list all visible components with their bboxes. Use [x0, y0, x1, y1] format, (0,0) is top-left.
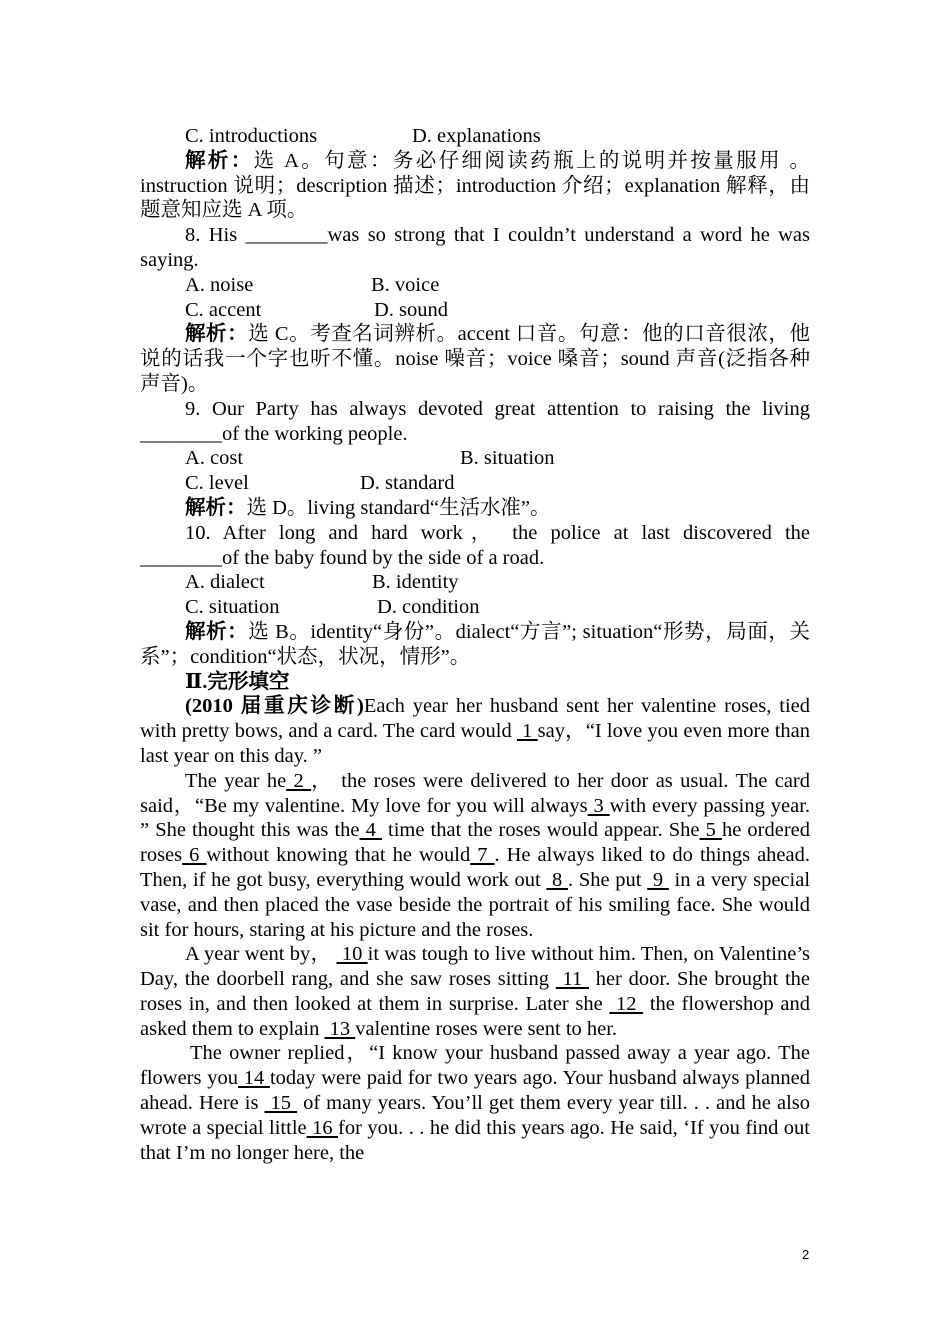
- q8-option-c: C. accent: [185, 298, 262, 321]
- q8-option-d: D. sound: [374, 298, 449, 321]
- blank-12: 12: [609, 992, 644, 1015]
- q10-options-cd: [140, 595, 810, 620]
- cloze-text: for you. . . he did this years ago. He said, ‘If you find out that I’m no longer here, the: [140, 1116, 810, 1164]
- cloze-text: of many years. You’ll get them every year till. . . and he also wrote a special little: [140, 1092, 811, 1139]
- blank-3: 3: [587, 794, 610, 817]
- cloze-paragraph-1: [140, 694, 810, 768]
- blank-9: 9: [647, 868, 669, 891]
- q9-analysis-label: 解析：: [185, 496, 247, 519]
- cloze-text: The year he: [185, 769, 287, 792]
- q10-option-d: D. condition: [377, 596, 480, 619]
- q9-option-c: C. level: [185, 472, 249, 495]
- blank-11: 11: [555, 968, 589, 991]
- q10-analysis-label: 解析：: [185, 620, 249, 643]
- cloze-paragraph-2: [140, 769, 810, 943]
- cloze-text: today were paid for two years ago. Your husband always planned ahead. Here is: [140, 1067, 811, 1115]
- cloze-text: Each year her husband sent her valentine roses, tied with pretty bows, and a card. The card would: [140, 695, 810, 743]
- q7-analysis-label: 解析：: [185, 149, 254, 172]
- cloze-paragraph-3: [140, 942, 810, 1041]
- cloze-text: time that the roses would appear. She: [381, 819, 700, 842]
- q8-stem: 8. His ________was so strong that I couldn’t understand a word he was saying.: [140, 224, 810, 271]
- q10-option-a: A. dialect: [185, 571, 265, 594]
- q7-option-d: D. explanations: [412, 125, 541, 147]
- cloze-text: the flowershop and asked them to explain: [140, 992, 811, 1040]
- cloze-text: ， the roses were delivered to her door as usual. The card said，“Be my valentine. My love for you will always: [140, 769, 811, 817]
- q7-option-c: C. introductions: [185, 125, 318, 147]
- q10-options-ab: [140, 570, 810, 595]
- blank-14: 14: [237, 1067, 270, 1090]
- q7-options-cd: [140, 124, 810, 149]
- blank-6: 6: [182, 844, 207, 867]
- cloze-text: in a very special vase, and then placed the vase beside the portrait of his smiling face. She would sit for hours, staring at his picture and the roses.: [140, 868, 811, 941]
- cloze-text: say，“I love you even more than last year on this day. ”: [140, 720, 810, 767]
- q8-option-b: B. voice: [371, 273, 440, 296]
- q9-stem: 9. Our Party has always devoted great attention to raising the living ________of the working people.: [140, 397, 810, 445]
- q9-option-b: B. situation: [460, 447, 555, 470]
- blank-4: 4: [359, 819, 382, 842]
- q8-options-ab: [140, 273, 810, 298]
- q8-option-a: A. noise: [185, 273, 254, 296]
- cloze-text: without knowing that he would: [206, 844, 471, 867]
- blank-15: 15: [264, 1092, 298, 1115]
- q8-analysis-text: 选 C。考查名词辨析。accent 口音。句意：他的口音很浓，他说的话我一个字也听不懂。noise 噪音；voice 嗓音；sound 声音(泛指各种声音)。: [140, 323, 810, 395]
- cloze-text: it was tough to live without him. Then, on Valentine’s Day, the doorbell rang, and she saw roses sitting: [140, 943, 811, 991]
- cloze-text: A year went by，: [185, 943, 337, 966]
- q9-options-cd: [140, 471, 810, 496]
- blank-2: 2: [286, 769, 312, 792]
- q8-analysis-label: 解析：: [185, 323, 249, 346]
- blank-1: 1: [516, 720, 538, 743]
- q9-analysis-text: 选 D。living standard“生活水准”。: [246, 496, 551, 519]
- cloze-paragraph-4: [140, 1041, 810, 1165]
- page-number: 2: [802, 1247, 810, 1262]
- q10-option-b: B. identity: [372, 571, 459, 594]
- page-content: [140, 124, 810, 1165]
- blank-5: 5: [699, 819, 722, 842]
- q10-option-c: C. situation: [185, 596, 280, 619]
- q8-analysis: [140, 322, 810, 396]
- section-title: Ⅱ.完形填空: [185, 670, 290, 693]
- cloze-text: valentine roses were sent to her.: [355, 1017, 618, 1040]
- blank-10: 10: [336, 943, 368, 966]
- q9-option-d: D. standard: [360, 472, 455, 495]
- blank-8: 8: [546, 868, 569, 891]
- q7-analysis-text: 选 A。句意：务必仔细阅读药瓶上的说明并按量服用 。instruction 说明；description 描述；introduction 介绍；explanation 解释，由题意知应选 A 项。: [140, 149, 810, 222]
- q9-option-a: A. cost: [185, 447, 244, 470]
- cloze-source: (2010 届重庆诊断): [185, 695, 364, 718]
- cloze-text: her door. She brought the roses in, and then looked at them in surprise. Later she: [140, 968, 810, 1015]
- cloze-text: with every passing year. ” She thought this was the: [140, 794, 811, 842]
- q8-options-cd: [140, 298, 810, 323]
- blank-13: 13: [324, 1017, 356, 1040]
- cloze-text: . She put: [568, 868, 648, 891]
- blank-7: 7: [470, 844, 495, 867]
- cloze-text: he ordered roses: [140, 819, 811, 867]
- cloze-text: . He always liked to do things ahead. Then, if he got busy, everything would work out: [140, 844, 811, 891]
- q9-analysis: [140, 496, 810, 521]
- q10-analysis-text: 选 B。identity“身份”。dialect“方言”; situation“形势，局面，关系”；condition“状态，状况，情形”。: [140, 620, 810, 668]
- cloze-text: The owner replied，“I know your husband passed away a year ago. The flowers you: [140, 1042, 810, 1090]
- q10-stem: 10. After long and hard work， the police at last discovered the ________of the baby found by the side of a road.: [140, 521, 810, 569]
- q10-analysis: [140, 620, 810, 670]
- blank-16: 16: [306, 1116, 339, 1139]
- q9-options-ab: [140, 446, 810, 471]
- q7-analysis: [140, 149, 810, 223]
